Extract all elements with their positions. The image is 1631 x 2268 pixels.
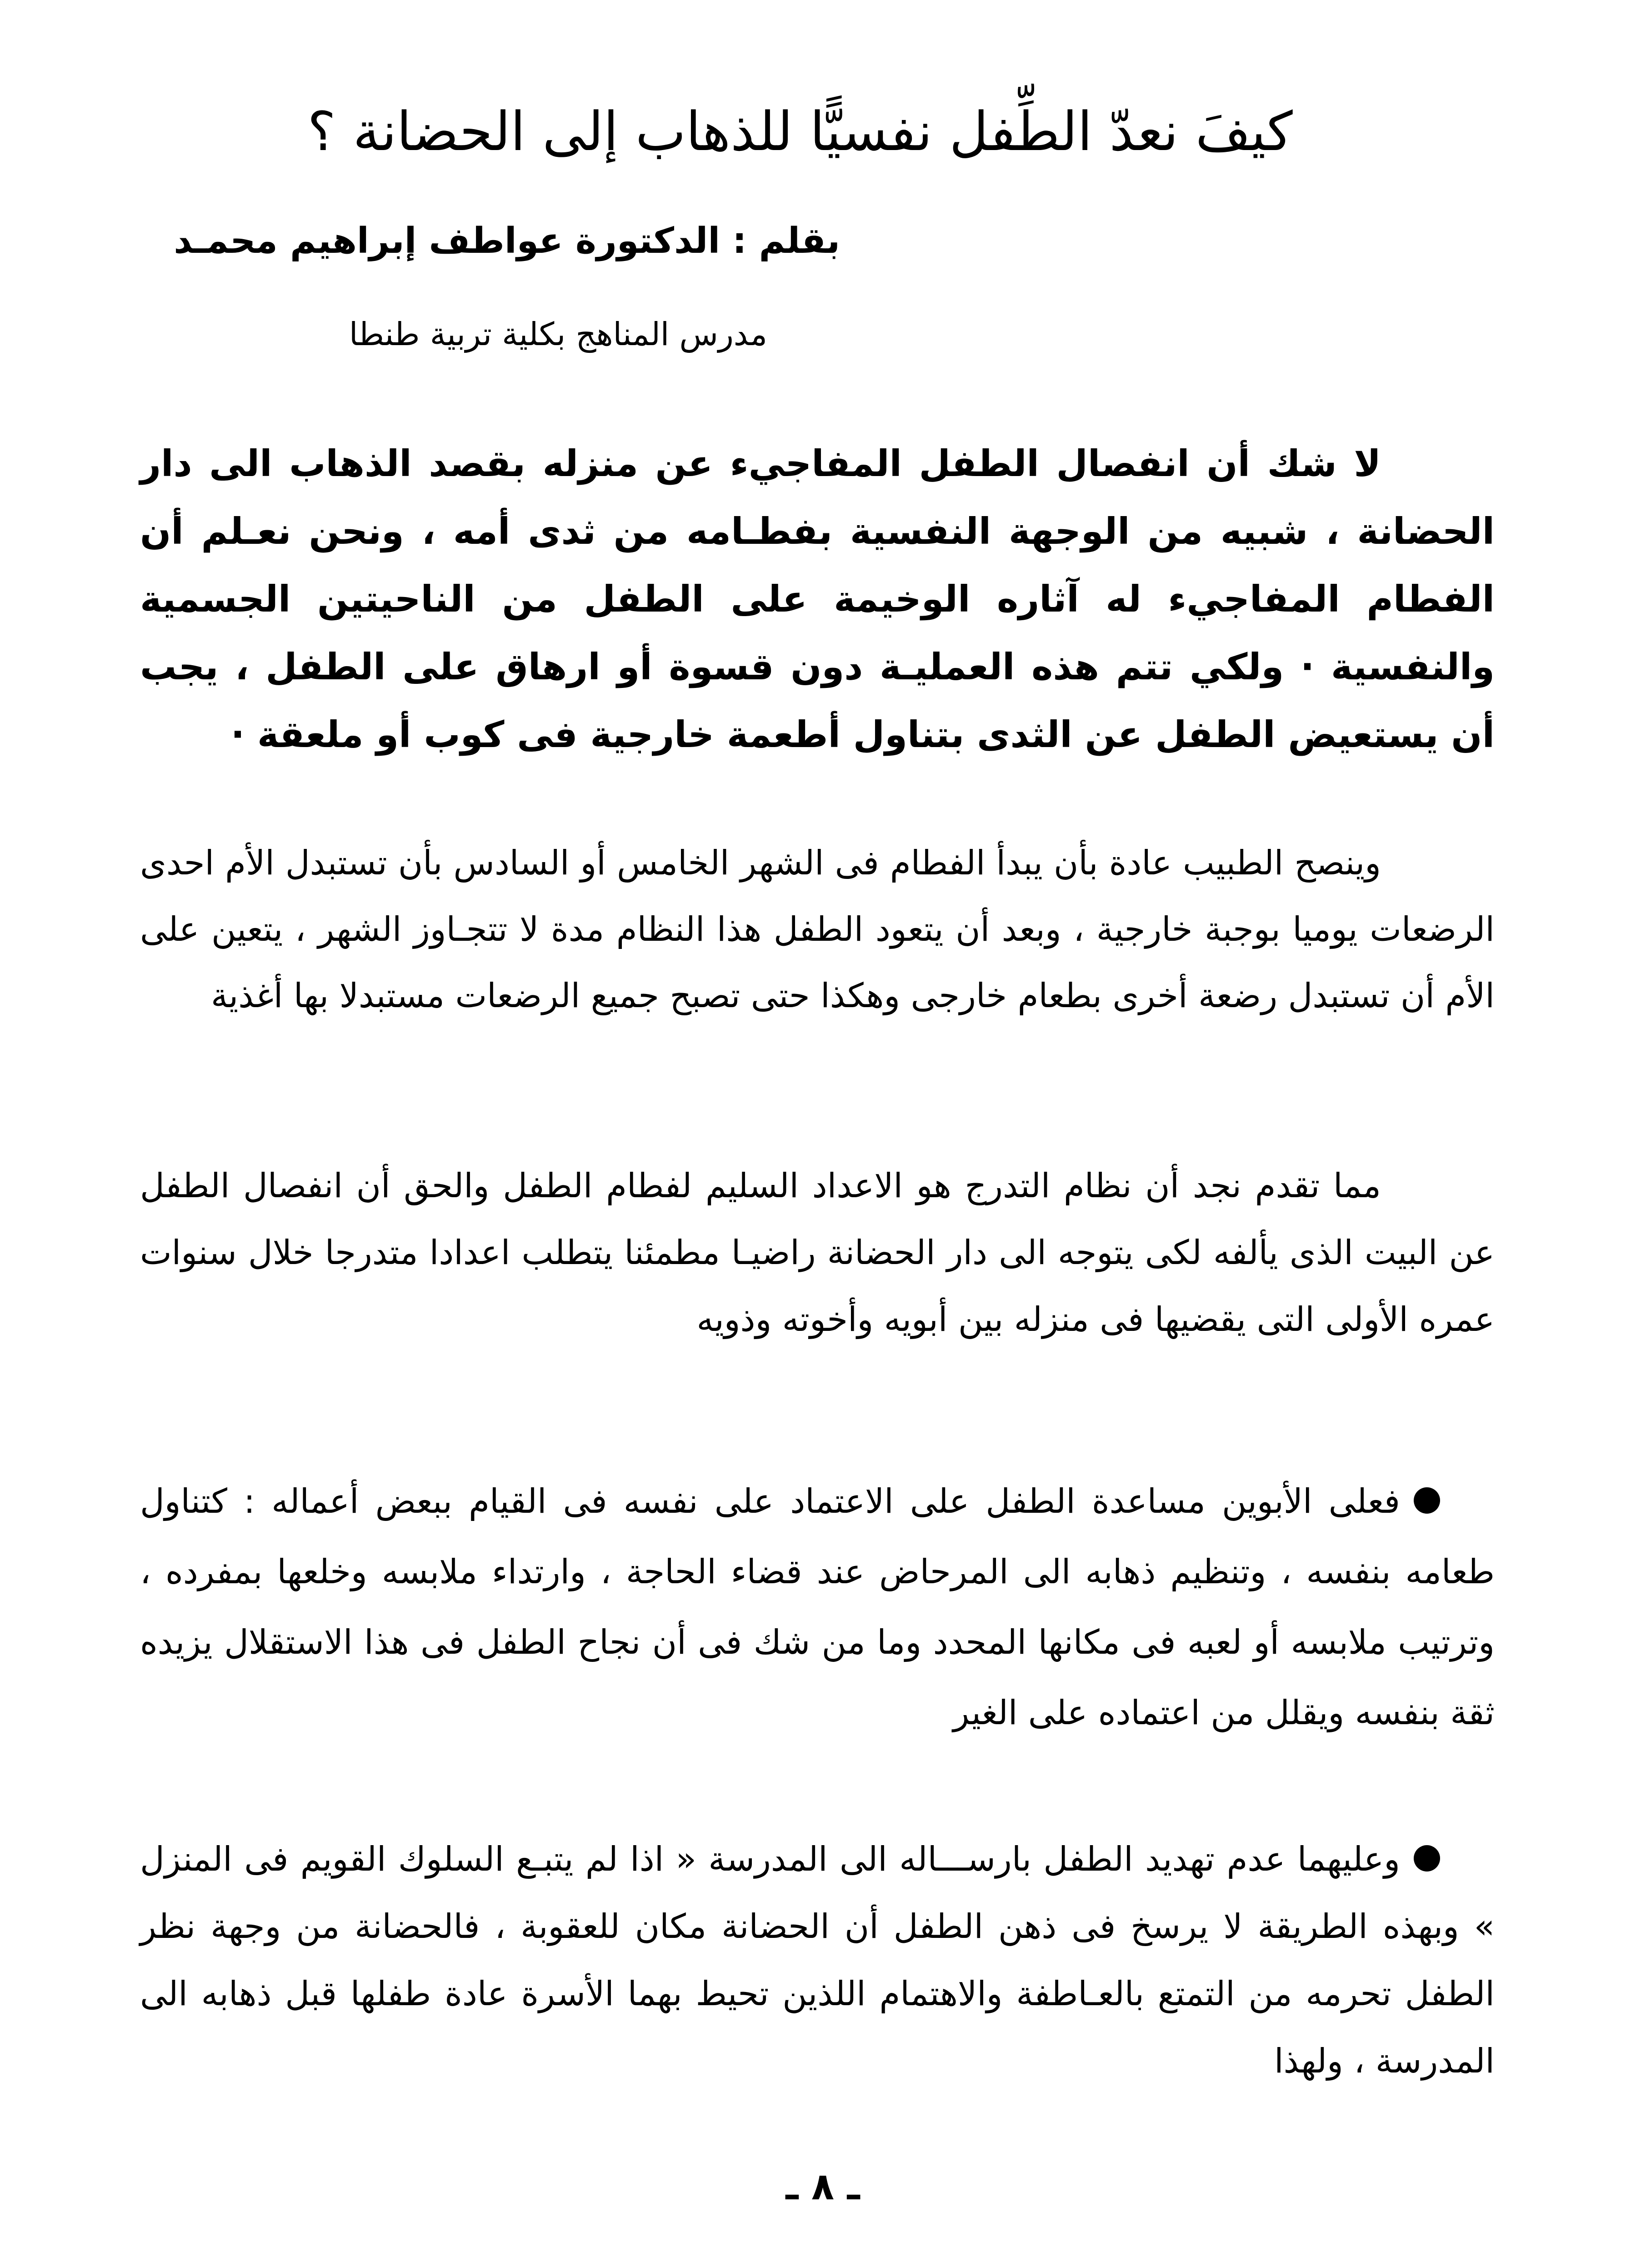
page-number: ـ ٨ ـ [785, 2165, 860, 2208]
article-title: كيفَ نعدّ الطِّفل نفسيًّا للذهاب إلى الحضانة ؟ [307, 100, 1293, 163]
no-threat-bullet-paragraph [140, 1826, 1495, 2095]
paragraph-text: وينصح الطبيب عادة بأن يبدأ الفطام فى الشهر الخامس أو السادس بأن تستبدل الأم احدى الرضعات يوميا بوجبة خارجية ، وبعد أن يتعود الطفل هذا النظام مدة لا تتجـاوز الشهر ، يتعين على الأم أن تستبدل رضعة أخرى بطعام خارجى وهكذا حتى تصبح جميع الرضعات مستبدلا بها أغذية [140, 843, 1495, 1015]
gradual-preparation-paragraph [140, 1153, 1495, 1353]
weaning-advice-paragraph [140, 830, 1495, 1029]
author-byline: بقلم : الدكتورة عواطف إبراهيم محمـد [174, 221, 840, 261]
bullet-paragraph [140, 1826, 1495, 2095]
paragraph-text: وعليهما عدم تهديد الطفل بارســـاله الى المدرسة « اذا لم يتبـع السلوك القويم فى المنزل » وبهذه الطريقة لا يرسخ فى ذهن الطفل أن الحضانة مكان للعقوبة ، فالحضانة من وجهة نظر الطفل تحرمه من التمتع بالعـاطفة والاهتمام اللذين تحيط بهما الأسرة عادة طفلها قبل ذهابه الى المدرسة ، ولهذا [140, 1840, 1495, 2081]
paragraph-text: لا شك أن انفصال الطفل المفاجيء عن منزله بقصد الذهاب الى دار الحضانة ، شبيه من الوجهة النفسية بفطـامه من ثدى أمه ، ونحن نعـلم أن الفطام المفاجيء له آثاره الوخيمة على الطفل من الناحيتين الجسمية والنفسية · ولكي تتم هذه العمليـة دون قسوة أو ارهاق على الطفل ، يجب أن يستعيض الطفل عن الثدى بتناول أطعمة خارجية فى كوب أو ملعقة · [140, 442, 1495, 756]
independence-bullet-paragraph [140, 1466, 1495, 1748]
bullet-dot-icon [1414, 1487, 1440, 1514]
paragraph-text: مما تقدم نجد أن نظام التدرج هو الاعداد السليم لفطام الطفل والحق أن انفصال الطفل عن البيت الذى يألفه لكى يتوجه الى دار الحضانة راضيـا مطمئنا يتطلب اعدادا متدرجا خلال سنوات عمره الأولى التى يقضيها فى منزله بين أبويه وأخوته وذويه [140, 1166, 1495, 1339]
bullet-dot-icon [1414, 1845, 1440, 1872]
intro-paragraph [140, 430, 1495, 768]
author-affiliation: مدرس المناهج بكلية تربية طنطا [349, 316, 767, 353]
paragraph-text: فعلى الأبوين مساعدة الطفل على الاعتماد على نفسه فى القيام ببعض أعماله : كتناول طعامه بنفسه ، وتنظيم ذهابه الى المرحاض عند قضاء الحاجة ، وارتداء ملابسه وخلعها بمفرده ، وترتيب ملابسه أو لعبه فى مكانها المحدد وما من شك فى أن نجاح الطفل فى هذا الاستقلال يزيده ثقة بنفسه ويقلل من اعتماده على الغير [140, 1482, 1495, 1732]
bullet-paragraph [140, 1466, 1495, 1748]
